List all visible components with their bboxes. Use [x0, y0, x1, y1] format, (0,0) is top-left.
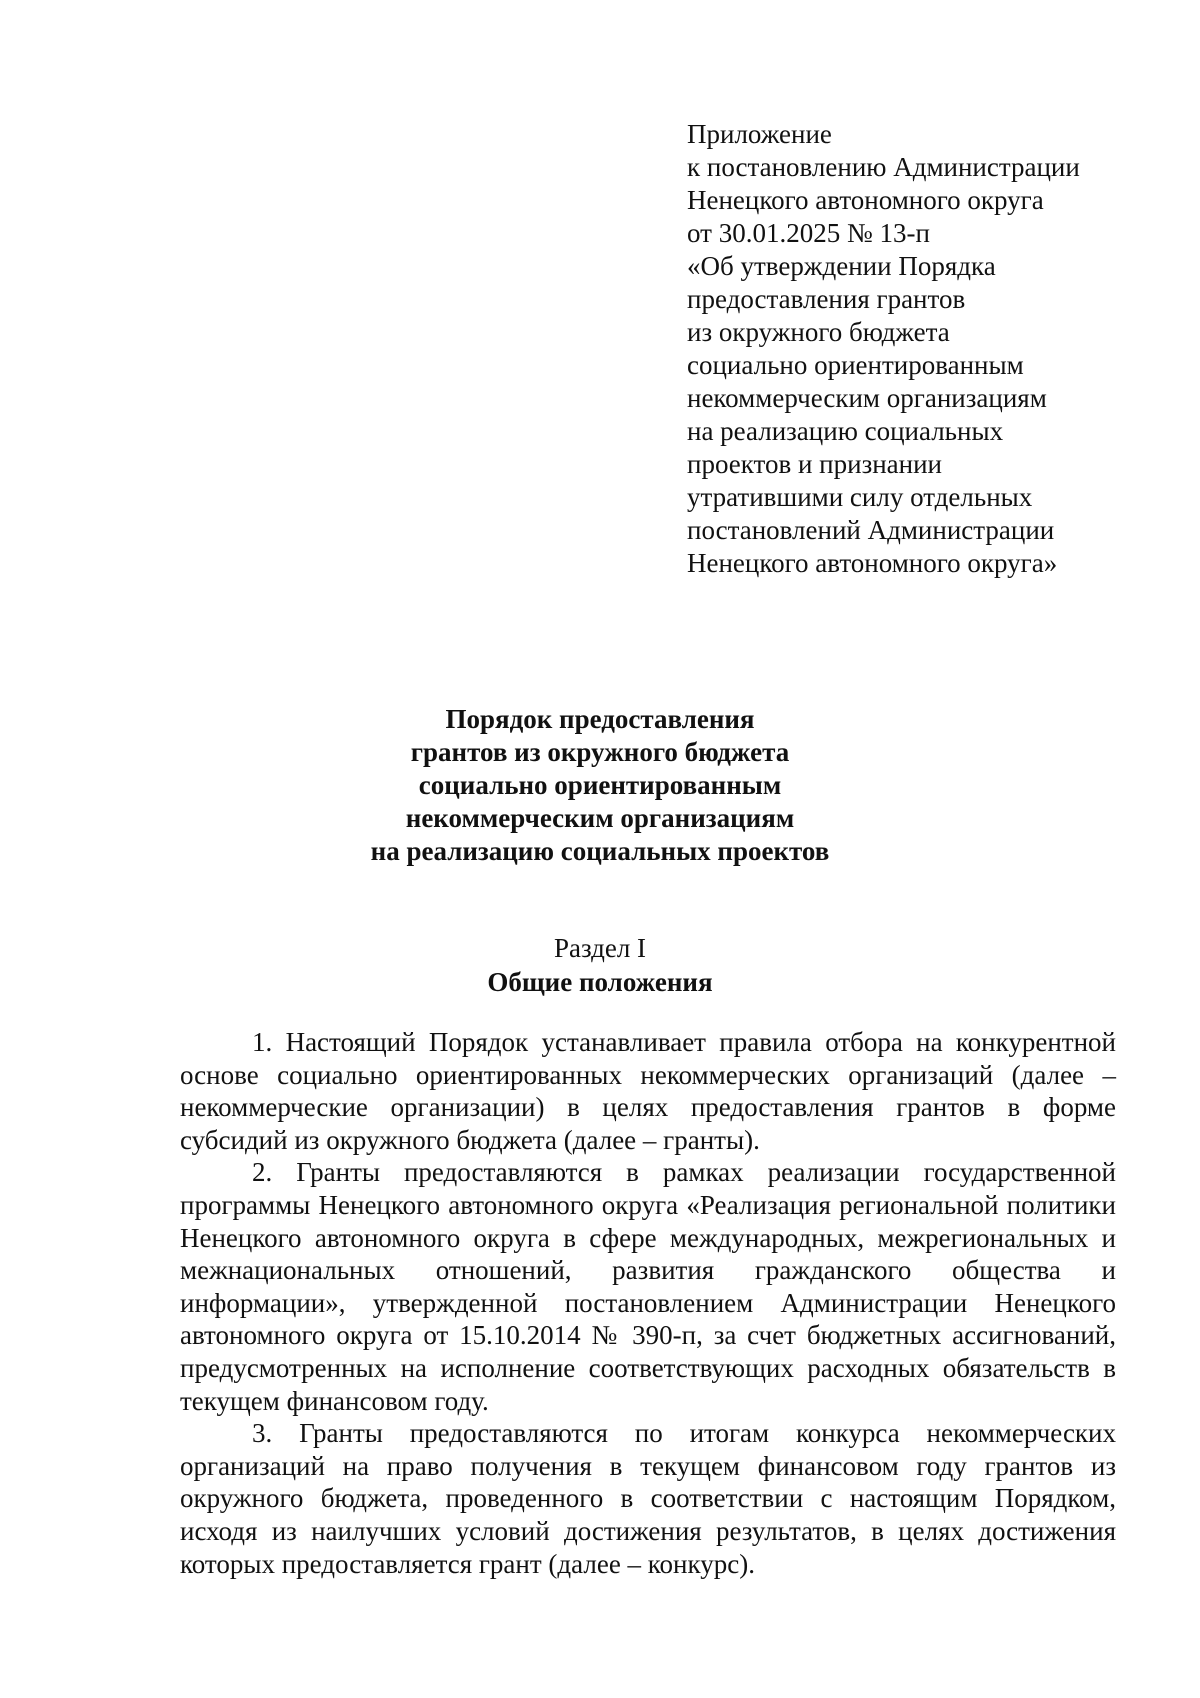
- appendix-line: постановлений Администрации: [687, 515, 1055, 545]
- appendix-block: [687, 118, 1117, 580]
- document-title: [180, 703, 1020, 868]
- appendix-line: утратившими силу отдельных: [687, 482, 1033, 512]
- paragraph-1: 1. Настоящий Порядок устанавливает правила отбора на конкурентной основе социально ориентированных некоммерческих организаций (далее – некоммерческие организации) в целях предоставления грантов в форме субсидий из окружного бюджета (далее – гранты).: [180, 1027, 1116, 1155]
- appendix-line: к постановлению Администрации: [687, 152, 1080, 182]
- section-title: Общие положения: [487, 967, 713, 997]
- appendix-line: Приложение: [687, 119, 832, 149]
- appendix-line: некоммерческим организациям: [687, 383, 1047, 413]
- document-title-line: на реализацию социальных проектов: [370, 836, 830, 866]
- appendix-line: на реализацию социальных: [687, 416, 1004, 446]
- document-title-line: некоммерческим организациям: [405, 803, 795, 833]
- appendix-line: проектов и признании: [687, 449, 943, 479]
- appendix-line: Ненецкого автономного округа»: [687, 548, 1058, 578]
- document-title-line: социально ориентированным: [418, 770, 782, 800]
- body-text: [180, 1026, 1116, 1580]
- appendix-line: Ненецкого автономного округа: [687, 185, 1044, 215]
- appendix-line: «Об утверждении Порядка: [687, 251, 996, 281]
- paragraph-2: 2. Гранты предоставляются в рамках реализации государственной программы Ненецкого автономного округа «Реализация региональной политики Ненецкого автономного округа в сфере международных, межрегиональных и межнациональных отношений, развития гражданского общества и информации», утвержденной постановлением Администрации Ненецкого автономного округа от 15.10.2014 № 390-п, за счет бюджетных ассигнований, предусмотренных на исполнение соответствующих расходных обязательств в текущем финансовом году.: [180, 1157, 1116, 1416]
- appendix-line: социально ориентированным: [687, 350, 1024, 380]
- paragraph-3: 3. Гранты предоставляются по итогам конкурса некоммерческих организаций на право получения в текущем финансовом году грантов из окружного бюджета, проведенного в соответствии с настоящим Порядком, исходя из наилучших условий достижения результатов, в целях достижения которых предоставляется грант (далее – конкурс).: [180, 1418, 1116, 1579]
- document-title-line: Порядок предоставления: [445, 704, 755, 734]
- appendix-line: предоставления грантов: [687, 284, 966, 314]
- appendix-line: из окружного бюджета: [687, 317, 950, 347]
- appendix-line: от 30.01.2025 № 13-п: [687, 218, 930, 248]
- section-label: Раздел I: [553, 933, 647, 963]
- document-title-line: грантов из окружного бюджета: [410, 737, 790, 767]
